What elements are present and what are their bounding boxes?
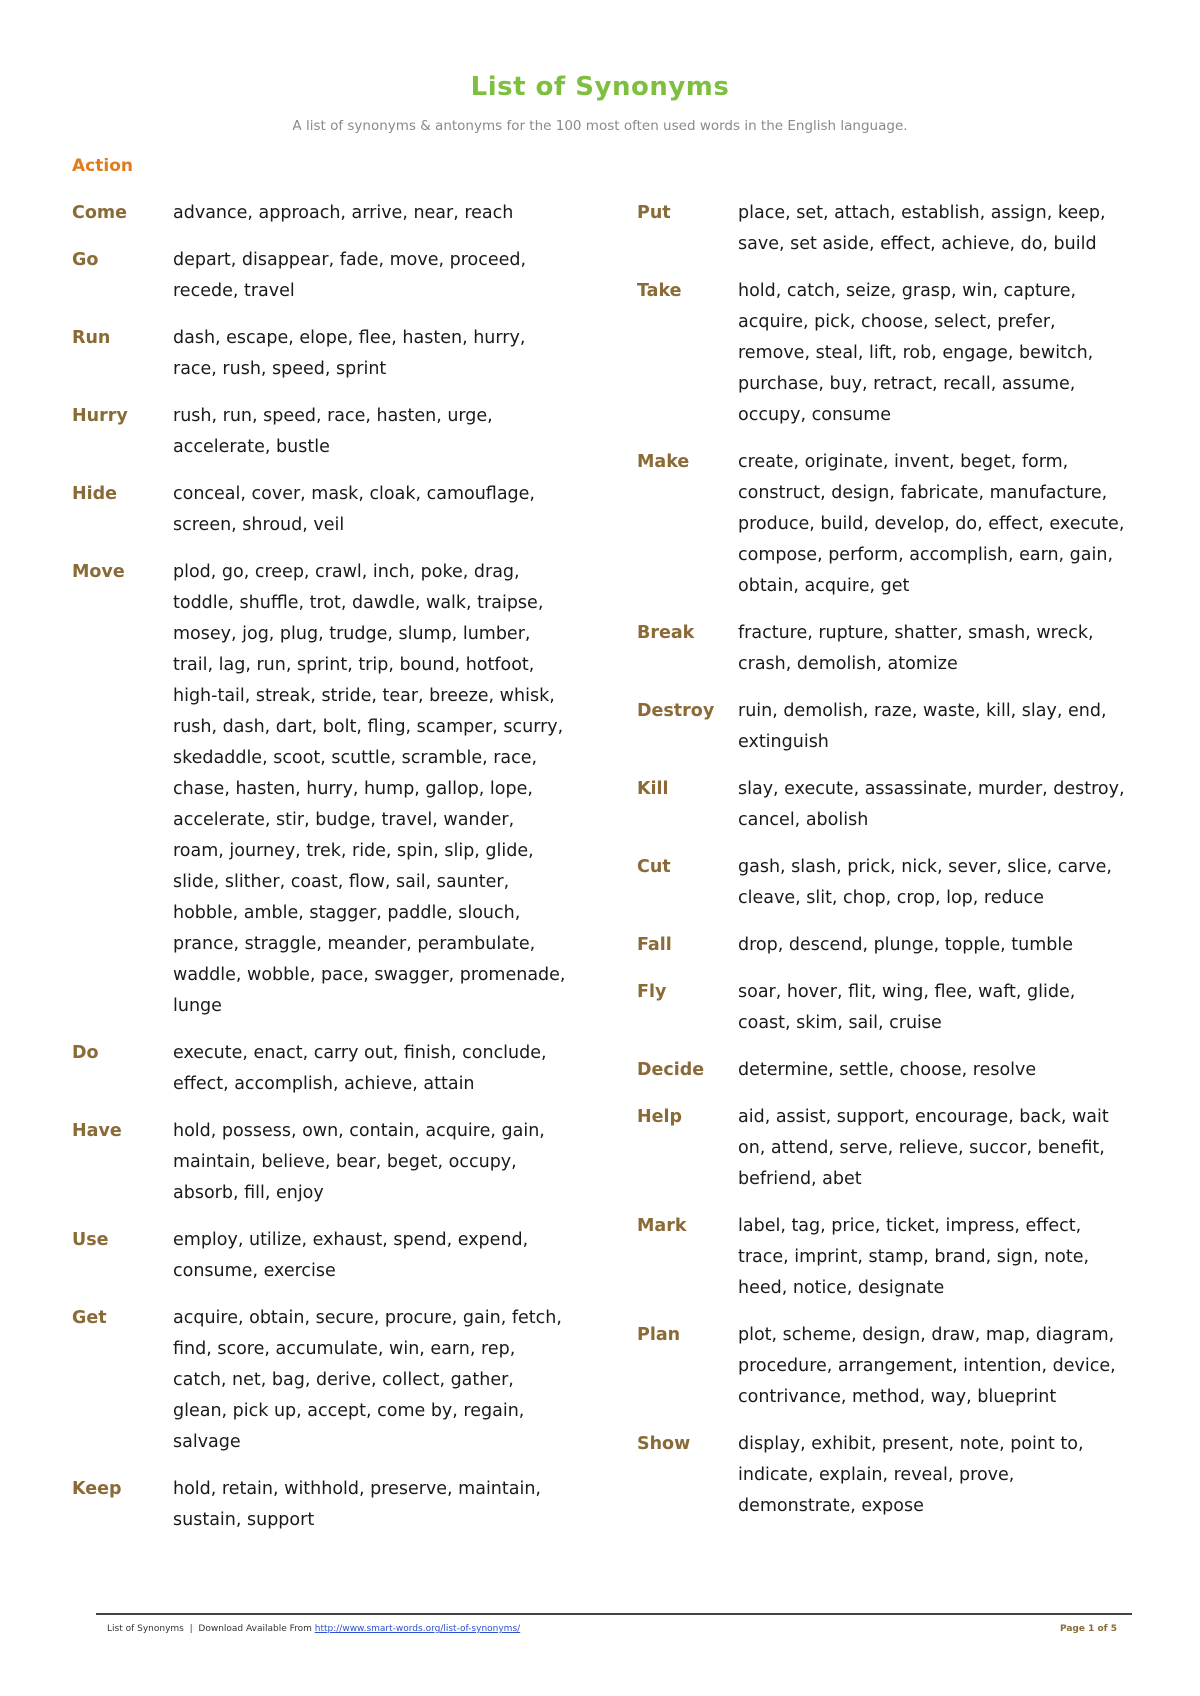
footer-left [107,1624,520,1634]
synonyms: employ, utilize, exhaust, spend, expend, consume, exercise [173,1230,529,1281]
entry [72,1474,572,1536]
entry [637,930,1137,961]
headword: Come [72,203,127,223]
entry [637,1102,1137,1195]
synonyms: place, set, attach, establish, assign, keep, save, set aside, effect, achieve, do, build [738,203,1106,254]
synonyms: advance, approach, arrive, near, reach [173,203,514,223]
entry [72,479,572,541]
entry [637,1320,1137,1413]
page-subtitle: A list of synonyms & antonyms for the 100 most often used words in the English language. [292,118,908,134]
synonyms: display, exhibit, present, note, point to, indicate, explain, reveal, prove, demonstrate, expose [738,1434,1084,1516]
synonyms: create, originate, invent, beget, form, construct, design, fabricate, manufacture, produce, build, develop, do, effect, execute, compose, perform, accomplish, earn, gain, obtain, acquire, get [738,452,1125,596]
entry [72,1225,572,1287]
entry [72,1038,572,1100]
headword: Have [72,1121,122,1141]
headword: Cut [637,857,671,877]
headword: Get [72,1308,107,1328]
left-column [72,198,572,1536]
entry [72,557,572,1022]
synonyms: acquire, obtain, secure, procure, gain, fetch, find, score, accumulate, win, earn, rep, catch, net, bag, derive, collect, gather, glean, pick up, accept, come by, regain, salvage [173,1308,562,1452]
page-footer [107,1624,1117,1634]
synonyms: determine, settle, choose, resolve [738,1060,1037,1080]
entry [637,447,1137,602]
synonyms: slay, execute, assassinate, murder, destroy, cancel, abolish [738,779,1125,830]
entry [72,1303,572,1458]
entry [637,1055,1137,1086]
headword: Take [637,281,682,301]
entry [72,198,572,229]
section-heading: Action [72,156,133,176]
synonyms: hold, catch, seize, grasp, win, capture, acquire, pick, choose, select, prefer, remove, steal, lift, rob, engage, bewitch, purchase, buy, retract, recall, assume, occupy, consume [738,281,1094,425]
headword: Help [637,1107,683,1127]
entry [637,977,1137,1039]
headword: Break [637,623,695,643]
page-number: Page 1 of 5 [1060,1624,1117,1634]
headword: Run [72,328,111,348]
headword: Make [637,452,690,472]
footer-separator: | [189,1624,193,1634]
entry [72,1116,572,1209]
footer-download-text: Download Available From [198,1624,312,1634]
headword: Keep [72,1479,122,1499]
synonyms: conceal, cover, mask, cloak, camouflage, screen, shroud, veil [173,484,535,535]
synonyms: execute, enact, carry out, finish, conclude, effect, accomplish, achieve, attain [173,1043,547,1094]
headword: Go [72,250,99,270]
headword: Fall [637,935,672,955]
headword: Put [637,203,671,223]
headword: Fly [637,982,667,1002]
headword: Do [72,1043,99,1063]
footer-divider [96,1613,1132,1615]
entry [637,618,1137,680]
synonyms: plod, go, creep, crawl, inch, poke, drag, toddle, shuffle, trot, dawdle, walk, traipse, mosey, jog, plug, trudge, slump, lumber, trail, lag, run, sprint, trip, bound, hotfoot, high-tail, streak, stride, tear, breeze, whisk, rush, dash, dart, bolt, fling, scamper, scurry, skedaddle, scoot, scuttle, scramble, race, chase, hasten, hurry, hump, gallop, lope, accelerate, stir, budge, travel, wander, roam, journey, trek, ride, spin, slip, glide, slide, slither, coast, flow, sail, saunter, hobble, amble, stagger, paddle, slouch, prance, straggle, meander, perambulate, waddle, wobble, pace, swagger, promenade, lunge [173,562,566,1016]
headword: Destroy [637,701,715,721]
synonyms: aid, assist, support, encourage, back, wait on, attend, serve, relieve, succor, benefit, befriend, abet [738,1107,1109,1189]
headword: Move [72,562,125,582]
headword: Plan [637,1325,681,1345]
headword: Use [72,1230,109,1250]
headword: Mark [637,1216,687,1236]
entry [637,774,1137,836]
entry [637,1211,1137,1304]
synonyms: ruin, demolish, raze, waste, kill, slay, end, extinguish [738,701,1107,752]
headword: Hide [72,484,118,504]
right-column [637,198,1137,1522]
synonyms: gash, slash, prick, nick, sever, slice, carve, cleave, slit, chop, crop, lop, reduce [738,857,1112,908]
entry [637,852,1137,914]
entry [637,198,1137,260]
headword: Hurry [72,406,128,426]
entry [72,245,572,307]
footer-doc-name: List of Synonyms [107,1624,184,1634]
synonyms: fracture, rupture, shatter, smash, wreck, crash, demolish, atomize [738,623,1094,674]
footer-source-link[interactable]: http://www.smart-words.org/list-of-synonyms/ [314,1624,521,1634]
synonyms: depart, disappear, fade, move, proceed, recede, travel [173,250,527,301]
synonyms: hold, retain, withhold, preserve, maintain, sustain, support [173,1479,541,1530]
synonyms: rush, run, speed, race, hasten, urge, accelerate, bustle [173,406,493,457]
synonyms: plot, scheme, design, draw, map, diagram, procedure, arrangement, intention, device, contrivance, method, way, blueprint [738,1325,1116,1407]
headword: Decide [637,1060,705,1080]
synonyms: drop, descend, plunge, topple, tumble [738,935,1073,955]
synonyms: label, tag, price, ticket, impress, effect, trace, imprint, stamp, brand, sign, note, heed, notice, designate [738,1216,1090,1298]
entry [637,696,1137,758]
headword: Show [637,1434,691,1454]
synonyms: hold, possess, own, contain, acquire, gain, maintain, believe, bear, beget, occupy, absorb, fill, enjoy [173,1121,545,1203]
synonyms: dash, escape, elope, flee, hasten, hurry, race, rush, speed, sprint [173,328,526,379]
headword: Kill [637,779,669,799]
entry [72,401,572,463]
page-title: List of Synonyms [470,72,730,102]
entry [637,1429,1137,1522]
synonyms: soar, hover, flit, wing, flee, waft, glide, coast, skim, sail, cruise [738,982,1076,1033]
entry [72,323,572,385]
entry [637,276,1137,431]
